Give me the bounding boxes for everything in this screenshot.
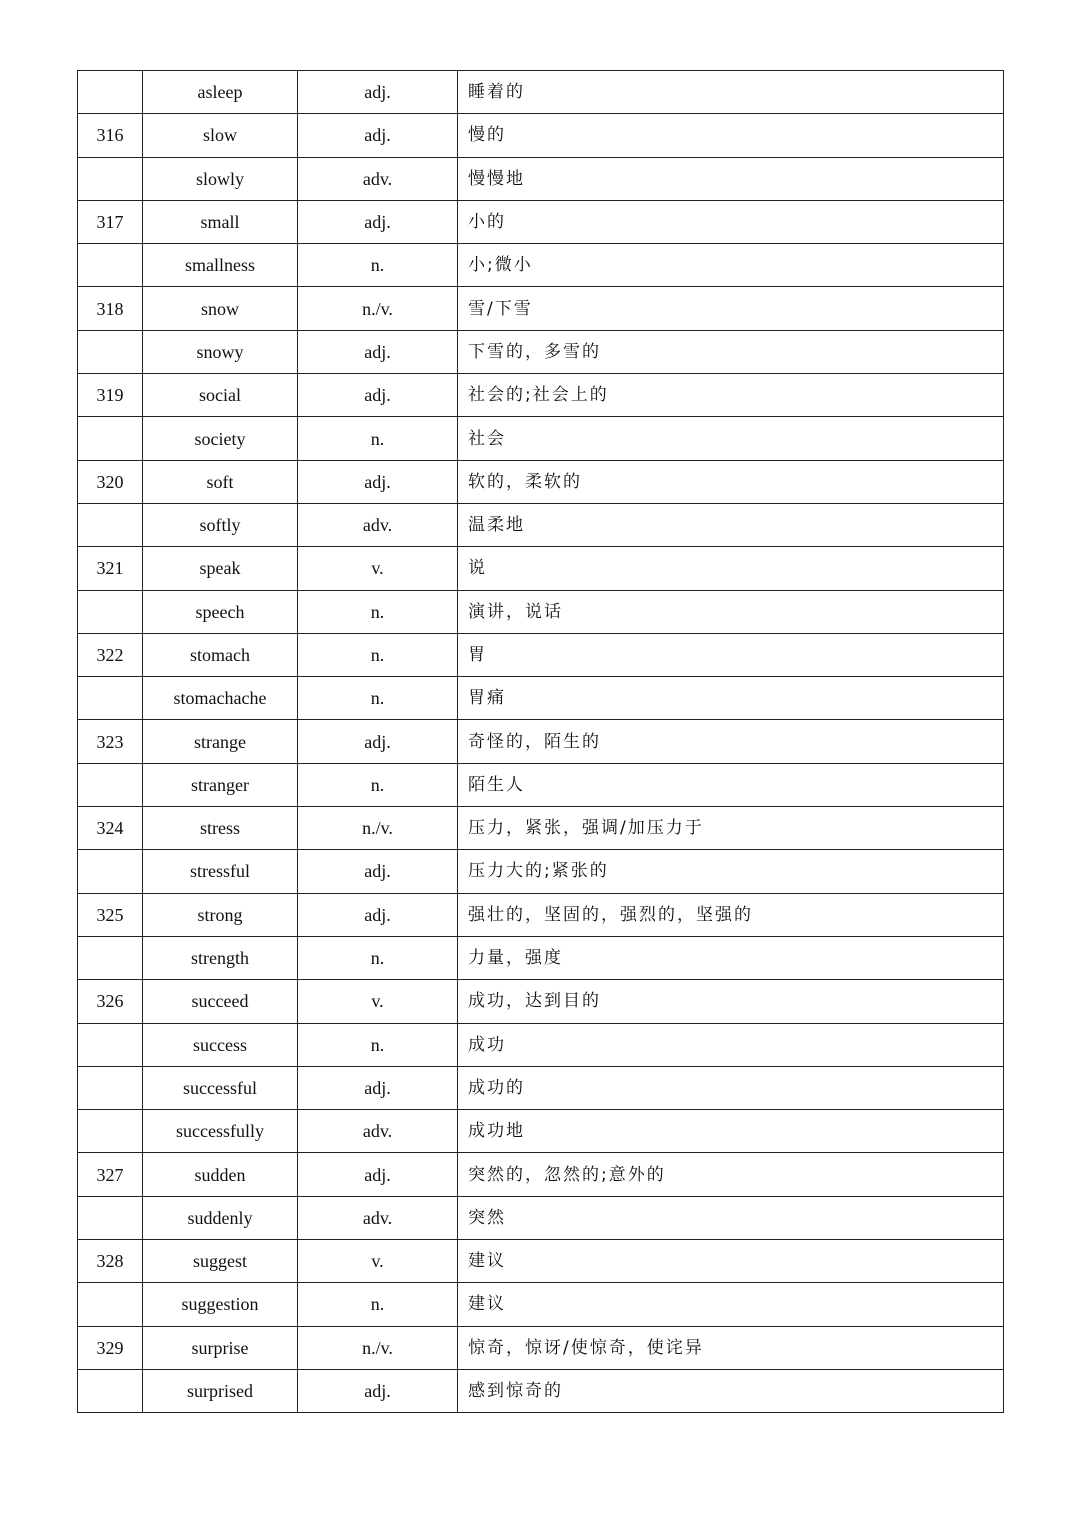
part-of-speech: adj.: [298, 893, 458, 936]
english-word: softly: [143, 503, 298, 546]
chinese-meaning: 下雪的，多雪的: [458, 330, 1004, 373]
table-row: [78, 633, 1004, 676]
table-row: [78, 374, 1004, 417]
chinese-meaning: 说: [458, 547, 1004, 590]
part-of-speech: n.: [298, 763, 458, 806]
part-of-speech: v.: [298, 980, 458, 1023]
table-row: [78, 1153, 1004, 1196]
english-word: strong: [143, 893, 298, 936]
english-word: strength: [143, 936, 298, 979]
table-row: [78, 114, 1004, 157]
part-of-speech: n.: [298, 1023, 458, 1066]
chinese-meaning: 强壮的，坚固的，强烈的，坚强的: [458, 893, 1004, 936]
table-row: [78, 807, 1004, 850]
table-row: [78, 590, 1004, 633]
table-row: [78, 1066, 1004, 1109]
english-word: asleep: [143, 71, 298, 114]
english-word: stomachache: [143, 677, 298, 720]
table-row: [78, 1283, 1004, 1326]
part-of-speech: adj.: [298, 71, 458, 114]
entry-number: 324: [78, 807, 143, 850]
table-row: [78, 244, 1004, 287]
chinese-meaning: 胃痛: [458, 677, 1004, 720]
english-word: stressful: [143, 850, 298, 893]
vocabulary-table-body: [78, 71, 1004, 1413]
part-of-speech: n.: [298, 417, 458, 460]
english-word: stomach: [143, 633, 298, 676]
table-row: [78, 720, 1004, 763]
table-row: [78, 157, 1004, 200]
chinese-meaning: 成功: [458, 1023, 1004, 1066]
part-of-speech: n./v.: [298, 807, 458, 850]
entry-number: 320: [78, 460, 143, 503]
entry-number: [78, 417, 143, 460]
part-of-speech: n.: [298, 1283, 458, 1326]
entry-number: 316: [78, 114, 143, 157]
entry-number: [78, 850, 143, 893]
entry-number: [78, 157, 143, 200]
table-row: [78, 200, 1004, 243]
table-row: [78, 417, 1004, 460]
english-word: social: [143, 374, 298, 417]
entry-number: 325: [78, 893, 143, 936]
table-row: [78, 460, 1004, 503]
entry-number: 321: [78, 547, 143, 590]
english-word: sudden: [143, 1153, 298, 1196]
table-row: [78, 1110, 1004, 1153]
chinese-meaning: 社会的;社会上的: [458, 374, 1004, 417]
english-word: small: [143, 200, 298, 243]
english-word: stranger: [143, 763, 298, 806]
entry-number: [78, 244, 143, 287]
part-of-speech: v.: [298, 547, 458, 590]
entry-number: 328: [78, 1240, 143, 1283]
chinese-meaning: 突然的，忽然的;意外的: [458, 1153, 1004, 1196]
part-of-speech: adj.: [298, 850, 458, 893]
part-of-speech: n.: [298, 244, 458, 287]
table-row: [78, 893, 1004, 936]
part-of-speech: adj.: [298, 330, 458, 373]
entry-number: [78, 1023, 143, 1066]
entry-number: [78, 1110, 143, 1153]
table-row: [78, 503, 1004, 546]
entry-number: 327: [78, 1153, 143, 1196]
chinese-meaning: 压力大的;紧张的: [458, 850, 1004, 893]
english-word: snowy: [143, 330, 298, 373]
chinese-meaning: 慢的: [458, 114, 1004, 157]
table-row: [78, 677, 1004, 720]
chinese-meaning: 奇怪的，陌生的: [458, 720, 1004, 763]
chinese-meaning: 小的: [458, 200, 1004, 243]
entry-number: [78, 936, 143, 979]
entry-number: 323: [78, 720, 143, 763]
entry-number: [78, 1369, 143, 1412]
chinese-meaning: 演讲，说话: [458, 590, 1004, 633]
chinese-meaning: 睡着的: [458, 71, 1004, 114]
english-word: slow: [143, 114, 298, 157]
english-word: succeed: [143, 980, 298, 1023]
part-of-speech: adj.: [298, 114, 458, 157]
chinese-meaning: 压力，紧张，强调/加压力于: [458, 807, 1004, 850]
part-of-speech: adj.: [298, 460, 458, 503]
chinese-meaning: 成功，达到目的: [458, 980, 1004, 1023]
chinese-meaning: 软的，柔软的: [458, 460, 1004, 503]
entry-number: 326: [78, 980, 143, 1023]
chinese-meaning: 建议: [458, 1283, 1004, 1326]
part-of-speech: adj.: [298, 720, 458, 763]
part-of-speech: adj.: [298, 200, 458, 243]
table-row: [78, 1369, 1004, 1412]
table-row: [78, 763, 1004, 806]
table-row: [78, 1240, 1004, 1283]
table-row: [78, 547, 1004, 590]
part-of-speech: n./v.: [298, 1326, 458, 1369]
part-of-speech: adj.: [298, 1369, 458, 1412]
part-of-speech: n./v.: [298, 287, 458, 330]
english-word: speech: [143, 590, 298, 633]
table-row: [78, 980, 1004, 1023]
part-of-speech: adj.: [298, 1153, 458, 1196]
english-word: strange: [143, 720, 298, 763]
part-of-speech: n.: [298, 590, 458, 633]
entry-number: 322: [78, 633, 143, 676]
entry-number: [78, 590, 143, 633]
entry-number: [78, 1196, 143, 1239]
table-row: [78, 287, 1004, 330]
english-word: slowly: [143, 157, 298, 200]
table-row: [78, 1326, 1004, 1369]
english-word: soft: [143, 460, 298, 503]
english-word: surprised: [143, 1369, 298, 1412]
part-of-speech: adv.: [298, 1196, 458, 1239]
chinese-meaning: 小;微小: [458, 244, 1004, 287]
chinese-meaning: 感到惊奇的: [458, 1369, 1004, 1412]
part-of-speech: n.: [298, 677, 458, 720]
english-word: surprise: [143, 1326, 298, 1369]
english-word: suggestion: [143, 1283, 298, 1326]
english-word: stress: [143, 807, 298, 850]
entry-number: 329: [78, 1326, 143, 1369]
part-of-speech: adv.: [298, 503, 458, 546]
english-word: successful: [143, 1066, 298, 1109]
vocabulary-table: [77, 70, 1004, 1413]
chinese-meaning: 建议: [458, 1240, 1004, 1283]
entry-number: 319: [78, 374, 143, 417]
chinese-meaning: 陌生人: [458, 763, 1004, 806]
part-of-speech: n.: [298, 936, 458, 979]
table-row: [78, 1023, 1004, 1066]
entry-number: [78, 763, 143, 806]
english-word: suggest: [143, 1240, 298, 1283]
english-word: successfully: [143, 1110, 298, 1153]
part-of-speech: adv.: [298, 1110, 458, 1153]
english-word: success: [143, 1023, 298, 1066]
chinese-meaning: 突然: [458, 1196, 1004, 1239]
english-word: society: [143, 417, 298, 460]
entry-number: 317: [78, 200, 143, 243]
table-row: [78, 1196, 1004, 1239]
entry-number: [78, 677, 143, 720]
entry-number: 318: [78, 287, 143, 330]
english-word: speak: [143, 547, 298, 590]
entry-number: [78, 1283, 143, 1326]
part-of-speech: adj.: [298, 1066, 458, 1109]
entry-number: [78, 503, 143, 546]
english-word: suddenly: [143, 1196, 298, 1239]
chinese-meaning: 惊奇，惊讶/使惊奇，使诧异: [458, 1326, 1004, 1369]
table-row: [78, 936, 1004, 979]
chinese-meaning: 社会: [458, 417, 1004, 460]
english-word: snow: [143, 287, 298, 330]
entry-number: [78, 71, 143, 114]
chinese-meaning: 胃: [458, 633, 1004, 676]
part-of-speech: adj.: [298, 374, 458, 417]
chinese-meaning: 雪/下雪: [458, 287, 1004, 330]
table-row: [78, 850, 1004, 893]
part-of-speech: v.: [298, 1240, 458, 1283]
entry-number: [78, 330, 143, 373]
chinese-meaning: 成功的: [458, 1066, 1004, 1109]
part-of-speech: adv.: [298, 157, 458, 200]
chinese-meaning: 成功地: [458, 1110, 1004, 1153]
part-of-speech: n.: [298, 633, 458, 676]
english-word: smallness: [143, 244, 298, 287]
table-row: [78, 71, 1004, 114]
chinese-meaning: 温柔地: [458, 503, 1004, 546]
chinese-meaning: 力量，强度: [458, 936, 1004, 979]
table-row: [78, 330, 1004, 373]
entry-number: [78, 1066, 143, 1109]
chinese-meaning: 慢慢地: [458, 157, 1004, 200]
